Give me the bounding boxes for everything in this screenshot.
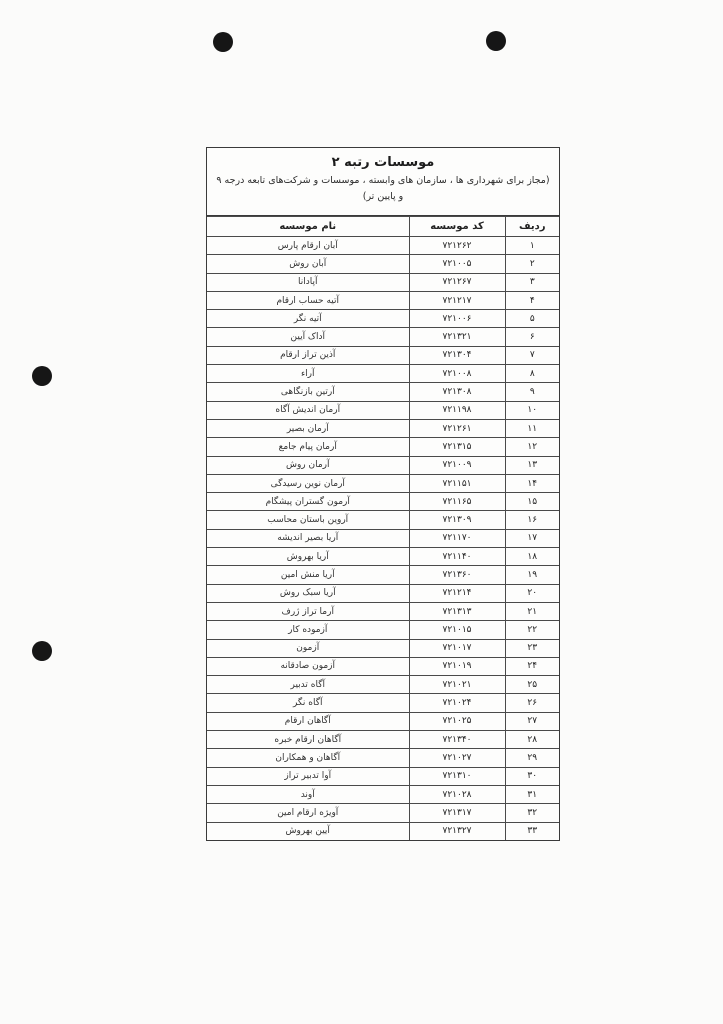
institution-code-cell: ۷۲۱۲۶۱ [409, 419, 505, 437]
row-number-cell: ۲۳ [505, 639, 559, 657]
institution-code-cell: ۷۲۱۱۶۵ [409, 493, 505, 511]
institution-code-cell: ۷۲۱۳۲۷ [409, 822, 505, 840]
table-row [207, 401, 559, 419]
institution-name-cell: آزمون [207, 639, 409, 657]
institution-name-cell: آرمان روش [207, 456, 409, 474]
institution-name-cell: آبان روش [207, 255, 409, 273]
institution-code-cell: ۷۲۱۰۰۶ [409, 310, 505, 328]
institution-name-cell: آبان ارقام پارس [207, 237, 409, 255]
table-row [207, 822, 559, 840]
institution-name-cell: آوا تدبیر تراز [207, 767, 409, 785]
institution-name-cell: آریا منش امین [207, 566, 409, 584]
institution-code-cell: ۷۲۱۰۰۵ [409, 255, 505, 273]
row-number-cell: ۱۹ [505, 566, 559, 584]
column-header-code: کد موسسه [409, 217, 505, 237]
document-subtitle: (مجاز برای شهرداری ها ، سازمان های وابسته ، موسسات و شرکت‌های تابعه درجه ۹ و پایین تر) [216, 175, 550, 202]
institution-name-cell: آگاه تدبیر [207, 676, 409, 694]
table-row [207, 657, 559, 675]
row-number-cell: ۱۳ [505, 456, 559, 474]
institution-code-cell: ۷۲۱۱۴۰ [409, 548, 505, 566]
row-number-cell: ۱۷ [505, 529, 559, 547]
table-row [207, 438, 559, 456]
table-row [207, 621, 559, 639]
institution-name-cell: آرمان اندیش آگاه [207, 401, 409, 419]
table-row [207, 273, 559, 291]
table-row [207, 383, 559, 401]
table-row [207, 712, 559, 730]
institution-code-cell: ۷۲۱۳۲۱ [409, 328, 505, 346]
institution-code-cell: ۷۲۱۱۹۸ [409, 401, 505, 419]
institution-name-cell: آرتین بازنگاهی [207, 383, 409, 401]
institutions-table [207, 216, 559, 840]
institution-name-cell: آروین باستان محاسب [207, 511, 409, 529]
institution-code-cell: ۷۲۱۱۵۱ [409, 474, 505, 492]
institution-code-cell: ۷۲۱۳۰۴ [409, 346, 505, 364]
row-number-cell: ۲۸ [505, 731, 559, 749]
institution-name-cell: آداک آیین [207, 328, 409, 346]
row-number-cell: ۲۵ [505, 676, 559, 694]
punch-hole [32, 641, 52, 661]
row-number-cell: ۵ [505, 310, 559, 328]
row-number-cell: ۳۱ [505, 785, 559, 803]
table-row [207, 328, 559, 346]
table-row [207, 493, 559, 511]
table-row [207, 255, 559, 273]
institution-code-cell: ۷۲۱۰۲۵ [409, 712, 505, 730]
table-row [207, 694, 559, 712]
table-row [207, 548, 559, 566]
institution-name-cell: آرمان بصیر [207, 419, 409, 437]
institution-name-cell: آتیه حساب ارقام [207, 291, 409, 309]
institution-code-cell: ۷۲۱۰۲۴ [409, 694, 505, 712]
table-row [207, 676, 559, 694]
institution-name-cell: آریا بصیر اندیشه [207, 529, 409, 547]
institution-name-cell: آرمان پیام جامع [207, 438, 409, 456]
institution-code-cell: ۷۲۱۰۲۸ [409, 785, 505, 803]
institution-code-cell: ۷۲۱۰۲۷ [409, 749, 505, 767]
institution-code-cell: ۷۲۱۱۷۰ [409, 529, 505, 547]
row-number-cell: ۲۷ [505, 712, 559, 730]
document-header [207, 148, 559, 216]
row-number-cell: ۱۲ [505, 438, 559, 456]
table-row [207, 731, 559, 749]
table-row [207, 749, 559, 767]
institution-name-cell: آگاهان و همکاران [207, 749, 409, 767]
row-number-cell: ۸ [505, 365, 559, 383]
row-number-cell: ۱ [505, 237, 559, 255]
table-row [207, 310, 559, 328]
institution-code-cell: ۷۲۱۳۱۷ [409, 804, 505, 822]
table-row [207, 804, 559, 822]
table-row [207, 566, 559, 584]
table-row [207, 639, 559, 657]
institution-code-cell: ۷۲۱۲۶۲ [409, 237, 505, 255]
institution-name-cell: آپادانا [207, 273, 409, 291]
row-number-cell: ۴ [505, 291, 559, 309]
institution-code-cell: ۷۲۱۲۱۷ [409, 291, 505, 309]
table-header-row [207, 217, 559, 237]
row-number-cell: ۳۲ [505, 804, 559, 822]
institution-name-cell: آگاهان ارقام [207, 712, 409, 730]
table-row [207, 419, 559, 437]
institution-name-cell: آرما تراز ژرف [207, 602, 409, 620]
row-number-cell: ۳۳ [505, 822, 559, 840]
row-number-cell: ۷ [505, 346, 559, 364]
row-number-cell: ۲۴ [505, 657, 559, 675]
table-row [207, 365, 559, 383]
institution-name-cell: آزمون صادقانه [207, 657, 409, 675]
punch-hole [213, 32, 233, 52]
institution-code-cell: ۷۲۱۳۴۰ [409, 731, 505, 749]
institution-code-cell: ۷۲۱۰۱۷ [409, 639, 505, 657]
table-row [207, 346, 559, 364]
institution-name-cell: آزموده کار [207, 621, 409, 639]
column-header-name: نام موسسه [207, 217, 409, 237]
row-number-cell: ۱۶ [505, 511, 559, 529]
table-row [207, 237, 559, 255]
table-row [207, 291, 559, 309]
table-row [207, 529, 559, 547]
row-number-cell: ۶ [505, 328, 559, 346]
institution-code-cell: ۷۲۱۰۱۵ [409, 621, 505, 639]
institution-name-cell: آویژه ارقام امین [207, 804, 409, 822]
institution-code-cell: ۷۲۱۳۱۵ [409, 438, 505, 456]
row-number-cell: ۲۰ [505, 584, 559, 602]
row-number-cell: ۲۶ [505, 694, 559, 712]
institution-code-cell: ۷۲۱۳۶۰ [409, 566, 505, 584]
table-row [207, 584, 559, 602]
row-number-cell: ۲۱ [505, 602, 559, 620]
column-header-row-number: ردیف [505, 217, 559, 237]
row-number-cell: ۳ [505, 273, 559, 291]
institution-code-cell: ۷۲۱۲۱۴ [409, 584, 505, 602]
institution-name-cell: آگاهان ارقام خبره [207, 731, 409, 749]
institution-code-cell: ۷۲۱۳۱۰ [409, 767, 505, 785]
document-title: موسسات رتبه ۲ [331, 155, 435, 170]
punch-hole [486, 31, 506, 51]
institution-code-cell: ۷۲۱۰۰۸ [409, 365, 505, 383]
institution-name-cell: آگاه نگر [207, 694, 409, 712]
row-number-cell: ۲ [505, 255, 559, 273]
institution-name-cell: آرمون گستران پیشگام [207, 493, 409, 511]
institution-name-cell: آریا سبک روش [207, 584, 409, 602]
institution-code-cell: ۷۲۱۰۱۹ [409, 657, 505, 675]
institutions-table-document [206, 147, 560, 841]
institution-name-cell: آراء [207, 365, 409, 383]
institution-code-cell: ۷۲۱۰۲۱ [409, 676, 505, 694]
row-number-cell: ۹ [505, 383, 559, 401]
table-row [207, 474, 559, 492]
institution-code-cell: ۷۲۱۰۰۹ [409, 456, 505, 474]
row-number-cell: ۱۵ [505, 493, 559, 511]
institution-name-cell: آذین تراز ارقام [207, 346, 409, 364]
table-row [207, 511, 559, 529]
punch-hole [32, 366, 52, 386]
row-number-cell: ۲۹ [505, 749, 559, 767]
table-row [207, 785, 559, 803]
row-number-cell: ۱۰ [505, 401, 559, 419]
institution-name-cell: آوند [207, 785, 409, 803]
institution-code-cell: ۷۲۱۳۰۸ [409, 383, 505, 401]
institution-name-cell: آتیه نگر [207, 310, 409, 328]
row-number-cell: ۳۰ [505, 767, 559, 785]
row-number-cell: ۲۲ [505, 621, 559, 639]
row-number-cell: ۱۸ [505, 548, 559, 566]
table-row [207, 456, 559, 474]
row-number-cell: ۱۱ [505, 419, 559, 437]
table-row [207, 602, 559, 620]
institution-code-cell: ۷۲۱۳۱۳ [409, 602, 505, 620]
institution-code-cell: ۷۲۱۳۰۹ [409, 511, 505, 529]
table-row [207, 767, 559, 785]
row-number-cell: ۱۴ [505, 474, 559, 492]
institution-name-cell: آیین بهروش [207, 822, 409, 840]
institution-name-cell: آرمان نوین رسیدگی [207, 474, 409, 492]
institution-code-cell: ۷۲۱۲۶۷ [409, 273, 505, 291]
institution-name-cell: آریا بهروش [207, 548, 409, 566]
